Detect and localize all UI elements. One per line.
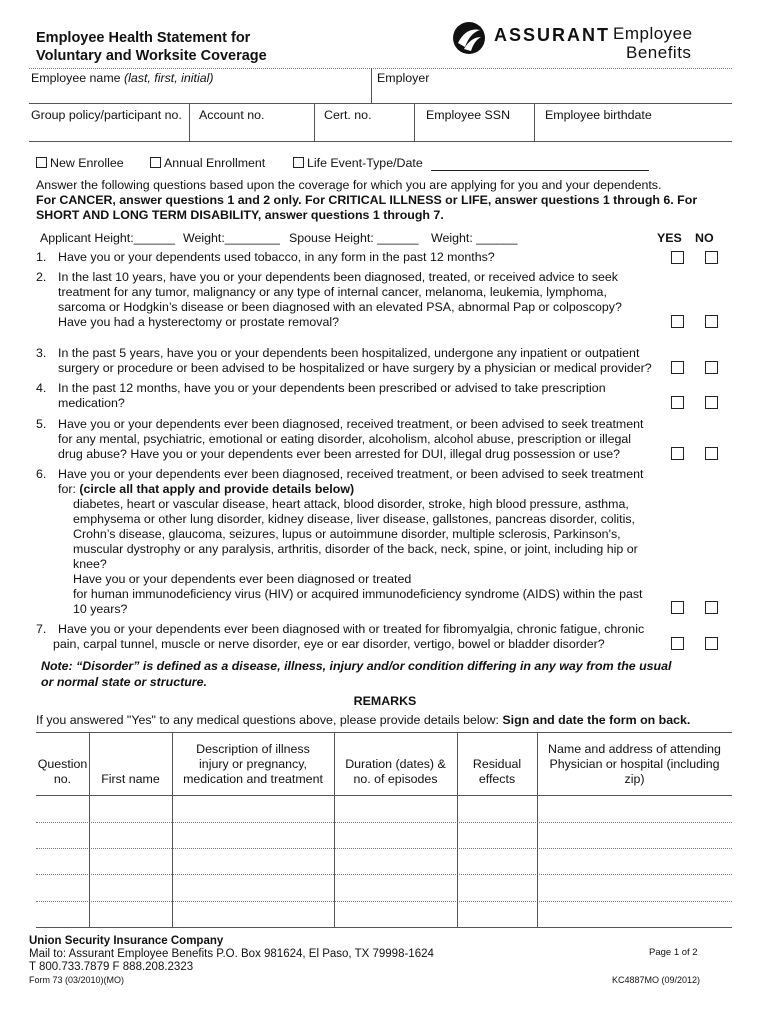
col-description: Description of illness injury or pregnancy, medication and treatment [183, 742, 323, 786]
assurant-logo-icon [452, 21, 486, 55]
disorder-note: Note: “Disorder” is defined as a disease, illness, injury and/or condition differing in any way from the usual or normal state or structure. [41, 659, 672, 689]
q3-no-checkbox[interactable] [705, 361, 718, 374]
col-physician: Name and address of attending Physician or hospital (including zip) [548, 742, 721, 786]
life-event-input[interactable] [431, 170, 649, 171]
question-number: 5. [36, 417, 47, 431]
table-row [36, 874, 732, 875]
instructions [36, 178, 736, 223]
employee-name-label: Employee name [31, 71, 121, 85]
q6-yes-checkbox[interactable] [671, 601, 684, 614]
question-number: 2. [36, 270, 47, 284]
assurant-logo [452, 20, 732, 64]
title-line-1: Employee Health Statement for [36, 30, 251, 46]
yes-header: YES [657, 231, 682, 245]
q2-yes-checkbox[interactable] [671, 315, 684, 328]
annual-enrollment-option[interactable] [150, 156, 265, 170]
footer-phone: T 800.733.7879 F 888.208.2323 [29, 961, 194, 973]
q4-yes-checkbox[interactable] [671, 396, 684, 409]
q1-yes-checkbox[interactable] [671, 251, 684, 264]
life-event-option[interactable] [293, 156, 423, 170]
question-number: 7. [36, 622, 47, 636]
applicant-weight-field[interactable]: Weight:________ [183, 231, 280, 245]
table-row [36, 822, 732, 823]
instructions-line-2: For CANCER, answer questions 1 and 2 only. For CRITICAL ILLNESS or LIFE, answer questions 1 through 6. For [36, 193, 698, 207]
cert-field[interactable]: Cert. no. [324, 108, 372, 122]
divider [314, 103, 315, 141]
spouse-height-field[interactable]: Spouse Height: ______ [289, 231, 419, 245]
remarks-heading: REMARKS [353, 694, 417, 708]
q7-no-checkbox[interactable] [705, 637, 718, 650]
column-divider [89, 732, 90, 927]
q5-no-checkbox[interactable] [705, 447, 718, 460]
spouse-weight-field[interactable]: Weight: ______ [431, 231, 518, 245]
q4-no-checkbox[interactable] [705, 396, 718, 409]
remarks-table-bottom [36, 927, 732, 928]
applicant-height-field[interactable]: Applicant Height:______ [40, 231, 176, 245]
divider [29, 141, 732, 142]
table-row [36, 848, 732, 849]
question-number: 1. [36, 250, 47, 264]
q2-no-checkbox[interactable] [705, 315, 718, 328]
group-policy-field[interactable]: Group policy/participant no. [31, 108, 182, 122]
question-number: 3. [36, 346, 47, 360]
col-question-no: Question no. [37, 757, 88, 786]
form-title [36, 29, 267, 65]
birthdate-field[interactable]: Employee birthdate [545, 108, 652, 122]
col-duration: Duration (dates) & no. of episodes [345, 757, 446, 786]
annual-enrollment-checkbox[interactable] [150, 157, 161, 168]
divider [534, 103, 535, 141]
remarks-intro: If you answered "Yes" to any medical questions above, please provide details below: Sign and date the form on back. [36, 713, 691, 727]
remarks-table-top [36, 732, 732, 733]
question-number: 4. [36, 381, 47, 395]
new-enrollee-label: New Enrollee [50, 156, 124, 170]
divider [29, 68, 732, 69]
col-residual: Residual effects [472, 757, 522, 786]
col-first-name: First name [101, 772, 160, 786]
life-event-checkbox[interactable] [293, 157, 304, 168]
table-row [36, 901, 732, 902]
footer-form-code: KC4887MO (09/2012) [612, 975, 701, 985]
new-enrollee-checkbox[interactable] [36, 157, 47, 168]
footer-form-number: Form 73 (03/2010)(MO) [29, 975, 125, 985]
footer-page-number: Page 1 of 2 [649, 947, 698, 958]
no-header: NO [695, 231, 714, 245]
ssn-field[interactable]: Employee SSN [426, 108, 511, 122]
divider [189, 103, 190, 141]
new-enrollee-option[interactable] [36, 156, 124, 170]
q6-no-checkbox[interactable] [705, 601, 718, 614]
q1-no-checkbox[interactable] [705, 251, 718, 264]
question-1: Have you or your dependents used tobacco, in any form in the past 12 months? [58, 250, 495, 264]
logo-line-2: Benefits [626, 43, 692, 62]
question-3: In the past 5 years, have you or your dependents been hospitalized, undergone any inpatient or outpatient surgery or procedure or been advised to be hospitalized or have surgery by a physician or medical provider? [58, 346, 652, 375]
q5-yes-checkbox[interactable] [671, 447, 684, 460]
q7-yes-checkbox[interactable] [671, 637, 684, 650]
instructions-line-1: Answer the following questions based upon the coverage for which you are applying for you and your dependents. [36, 178, 662, 192]
employee-name-field[interactable] [31, 71, 214, 85]
divider [414, 103, 415, 141]
question-4: In the past 12 months, have you or your dependents been prescribed or advised to take prescription medication? [58, 381, 606, 410]
employee-name-hint: (last, first, initial) [124, 71, 214, 85]
remarks-table-header-bottom [36, 795, 732, 796]
logo-brand: ASSURANT [494, 25, 611, 45]
question-6: Have you or your dependents ever been diagnosed, received treatment, or been advised to seek treatment for: (circle all that apply and provide details below) diabetes, heart or vascular disease, heart attack, blood disorder, stroke, high blood pressure, asthma, emphysema or other lung disorder, kidney disease, liver disease, gallstones, pancreas disorder, colitis, Crohn’s disease, glaucoma, seizures, lupus or autoimmune disorder, multiple sclerosis, Parkinson's, muscular dystrophy or any paralysis, arthritis, disorder of the back, neck, spine, or joint, including hip or knee? Have you or your dependents ever been diagnosed or treated for human immunodeficiency virus (HIV) or acquired immunodeficiency syndrome (AIDS) within the past 10 years? [58, 467, 644, 616]
employer-field[interactable]: Employer [377, 71, 430, 85]
divider [29, 103, 732, 104]
title-line-2: Voluntary and Worksite Coverage [36, 48, 267, 64]
question-7: Have you or your dependents ever been diagnosed with or treated for fibromyalgia, chronic fatigue, chronic pain, carpal tunnel, muscle or nerve disorder, eye or ear disorder, vertigo, bowel or bladder disorder? [53, 622, 645, 651]
footer-company: Union Security Insurance Company [29, 935, 224, 947]
question-number: 6. [36, 467, 47, 481]
question-2: In the last 10 years, have you or your dependents been diagnosed, treated, or received advice to seek treatment for any tumor, malignancy or any type of internal cancer, melanoma, leukemia, lymphoma, sarcoma or Hodgkin’s disease or been diagnosed with an elevated PSA, abnormal Pap or colposcopy? Have you had a hysterectomy or prostate removal? [58, 270, 622, 329]
q3-yes-checkbox[interactable] [671, 361, 684, 374]
account-field[interactable]: Account no. [199, 108, 265, 122]
instructions-line-3: SHORT AND LONG TERM DISABILITY, answer questions 1 through 7. [36, 208, 444, 222]
life-event-label: Life Event-Type/Date [307, 156, 423, 170]
divider [371, 68, 372, 103]
annual-enrollment-label: Annual Enrollment [164, 156, 266, 170]
footer-mail: Mail to: Assurant Employee Benefits P.O. Box 981624, El Paso, TX 79998-1624 [29, 948, 434, 960]
question-5: Have you or your dependents ever been diagnosed, received treatment, or been advised to seek treatment for any mental, psychiatric, emotional or eating disorder, alcoholism, alcohol abuse, prescription or illegal drug abuse? Have you or your dependents ever been arrested for DUI, illegal drug possession or use? [58, 417, 644, 461]
logo-line-1: Employee [613, 24, 693, 43]
